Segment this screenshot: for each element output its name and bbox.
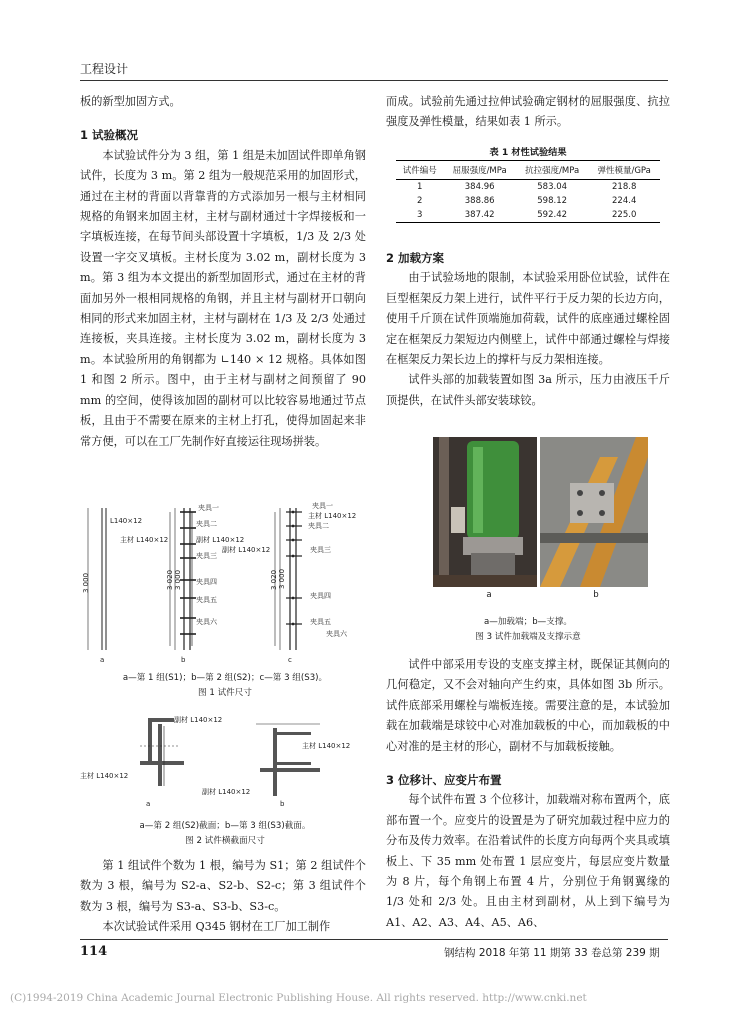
fig2b-sub: b xyxy=(280,800,285,808)
figure-2-caption: 图 2 试件横截面尺寸 xyxy=(185,836,265,846)
fig1b-main-member: 主材 L140×12 xyxy=(120,536,169,544)
fig1c-clamp-2: 夹具二 xyxy=(308,522,329,530)
right-col-top xyxy=(386,92,670,133)
figure-3b-label: b xyxy=(593,590,599,600)
paragraph-test-overview: 本试验试件分为 3 组，第 1 组是未加固试件即单角钢试件，长度为 3 m。第 2 组为一般规范采用的加固形式，通过在主材的背面以背靠背的方式添加另一根与主材相同规格的角钢来加固主材，主材与副材通过十字焊接板和一字填板连接，在每节间头部设置十字填板，1/3 及 2/3 处设置一字交叉填板。主材长度为 3.02 m，副材长度为 3 m。第 3 组为本文提出的新型加固形式，通过在主材的背面加另外一根相同规格的角钢，并且主材与副材开口朝向相同的形式来加固主材，主材与副材在 1/3 及 2/3 处通过连接板，夹具连接。主材长度为 3.02 m，副材长度为 3 m。本试验所用的角钢都为 ∟140 × 12 规格。具体如图 1 和图 2 所示。图中，由于主材与副材之间预留了 90 mm 的空间，使得该加固的副材可以比较容易地通过节点板，且由于不需要在原来的主材上打孔，使得加固起来非常方便，可以在工厂先制作好直接运往现场拼装。 xyxy=(80,148,366,448)
paragraph-mid-support: 试件中部采用专设的支座支撑主材，既保证其侧向的几何稳定，又不会对轴向产生约束，具体如图 3b 所示。试件底部采用螺栓与端板连接。需要注意的是，本试验加载在加载端是球铰中心对准加载板的中心，而加载板的中心对准的是主材的形心，副材不与加载板接触。 xyxy=(386,658,670,753)
fig1a-sub: a xyxy=(100,656,105,664)
left-col-top xyxy=(80,92,366,452)
table-1 xyxy=(396,160,660,223)
copyright-watermark: (C)1994-2019 China Academic Journal Electronic Publishing House. All rights reserved. http://www.cnki.net xyxy=(10,992,587,1004)
figure-1-subcaption: a—第 1 组(S1)；b—第 2 组(S2)；c—第 3 组(S3)。 xyxy=(122,673,328,683)
paragraph-loading-device: 试件头部的加载装置如图 3a 所示，压力由液压千斤顶提供，在试件头部安装球铰。 xyxy=(386,373,670,407)
fig1b-dim-3000: 3 000 xyxy=(174,569,182,590)
page-number: 114 xyxy=(80,944,108,959)
figure-3-caption: 图 3 试件加载端及支撑示意 xyxy=(475,632,581,642)
figure-2-drawing xyxy=(80,706,370,814)
fig2a-sub: a xyxy=(146,800,151,808)
table-row xyxy=(396,208,660,223)
fig1b-aux-member: 副材 L140×12 xyxy=(196,536,245,544)
fig1c-sub: c xyxy=(288,656,292,664)
table-header-cell: 试件编号 xyxy=(396,161,443,180)
table-cell: 592.42 xyxy=(516,208,589,223)
paragraph-material-tail: 而成。试验前先通过拉伸试验确定钢材的屈服强度、抗拉强度及弹性模量，结果如表 1 所示。 xyxy=(386,95,670,129)
fig1c-main-member: 主材 L140×12 xyxy=(308,512,357,520)
paragraph-specimen-count: 第 1 组试件个数为 1 根，编号为 S1；第 2 组试件个数为 3 根，编号为 S2-a、S2-b、S2-c；第 3 组试件个数为 3 根，编号为 S3-a、S3-b、S3-c。 xyxy=(80,859,366,913)
figure-1-drawing xyxy=(80,500,370,668)
figure-3a-photo xyxy=(433,437,537,587)
table-header-cell: 弹性模量/GPa xyxy=(588,161,660,180)
fig1c-clamp-6: 夹具六 xyxy=(326,630,347,638)
fig1b-clamp-1: 夹具一 xyxy=(198,504,219,512)
fig1b-dim-3020: 3 020 xyxy=(166,569,174,590)
table-cell: 2 xyxy=(416,196,423,206)
figure-3a-label: a xyxy=(486,590,492,600)
left-col-bottom xyxy=(80,856,366,938)
paragraph-gauges: 每个试件布置 3 个位移计，加载端对称布置两个，底部布置一个。应变片的设置是为了研究加载过程中应力的分布及传力效率。在沿着试件的长度方向每两个夹具或填板上、下 35 mm 处布置 1 层应变片，每层应变片数量为 8 片，每个角钢上布置 4 片，分别位于角钢翼缘的 1/3 处和 2/3 处。且由主材到副材，从上到下编号为 A1、A2、A3、A4、A5、A6、 xyxy=(386,793,670,929)
right-col-bottom xyxy=(386,655,670,933)
fig1a-dim: 3 000 xyxy=(82,572,90,593)
fig2a-aux-member: 副材 L140×12 xyxy=(174,716,223,724)
fig1c-clamp-3: 夹具三 xyxy=(310,546,331,554)
running-header: 工程设计 xyxy=(80,62,129,76)
figure-3b-photo xyxy=(540,437,648,587)
fig1b-clamp-2: 夹具二 xyxy=(196,520,217,528)
fig1c-dim-3000: 3 000 xyxy=(278,568,286,589)
section-3-heading: 3 位移计、应变片布置 xyxy=(386,773,502,788)
paragraph-loading-scheme: 由于试验场地的限制，本试验采用卧位试验，试件在巨型框架反力架上进行，试件平行于反力架的长边方向，使用千斤顶在试件顶端施加荷载，试件的底座通过螺栓固定在框架反力架短边内侧壁上，试件中部通过螺栓与焊接在框架反力架长边上的撑杆与反力架相连接。 xyxy=(386,271,670,367)
table-cell: 583.04 xyxy=(537,182,568,192)
table-row xyxy=(396,194,660,208)
fig1c-clamp-5: 夹具五 xyxy=(310,618,331,626)
figure-2-subcaption: a—第 2 组(S2)截面；b—第 3 组(S3)截面。 xyxy=(139,821,311,831)
table-row xyxy=(396,180,660,195)
table-header-cell: 抗拉强度/MPa xyxy=(516,161,589,180)
fig1c-aux-member: 副材 L140×12 xyxy=(222,546,271,554)
table-1-caption: 表 1 材性试验结果 xyxy=(489,147,567,158)
fig2a-main-member: 主材 L140×12 xyxy=(80,772,129,780)
fig1b-clamp-6: 夹具六 xyxy=(196,618,217,626)
journal-info: 钢结构 2018 年第 11 期第 33 卷总第 239 期 xyxy=(444,947,660,959)
fig1b-clamp-3: 夹具三 xyxy=(196,552,217,560)
figure-3-subcaption: a—加载端；b—支撑。 xyxy=(483,617,573,627)
footer-rule xyxy=(80,939,668,940)
fig2b-aux-member: 副材 L140×12 xyxy=(202,788,251,796)
section-1-heading: 1 试验概况 xyxy=(80,128,139,143)
fig1b-sub: b xyxy=(181,656,186,664)
table-cell: 225.0 xyxy=(588,208,660,223)
fig1c-clamp-1: 夹具一 xyxy=(312,502,333,510)
fig1c-clamp-4: 夹具四 xyxy=(310,592,331,600)
table-header-cell: 屈服强度/MPa xyxy=(443,161,516,180)
table-cell: 1 xyxy=(416,182,423,192)
table-cell: 388.86 xyxy=(464,196,495,206)
figure-1-caption: 图 1 试件尺寸 xyxy=(198,688,252,698)
section-2-heading: 2 加载方案 xyxy=(386,251,445,265)
right-col-mid xyxy=(386,248,670,411)
table-cell: 3 xyxy=(396,208,443,223)
header-rule xyxy=(80,80,668,81)
table-cell: 224.4 xyxy=(612,196,637,206)
table-cell: 384.96 xyxy=(464,182,495,192)
fig1c-dim-3020: 3 020 xyxy=(270,569,278,590)
fig1b-clamp-5: 夹具五 xyxy=(196,596,217,604)
fig2b-main-member: 主材 L140×12 xyxy=(302,742,351,750)
table-cell: 598.12 xyxy=(537,196,568,206)
paragraph-material: 本次试验试件采用 Q345 钢材在工厂加工制作 xyxy=(102,920,331,934)
paragraph-intro-tail: 板的新型加固方式。 xyxy=(80,95,181,108)
table-cell: 387.42 xyxy=(443,208,516,223)
fig1b-clamp-4: 夹具四 xyxy=(196,578,217,586)
fig1a-label-section: L140×12 xyxy=(110,517,143,525)
table-cell: 218.8 xyxy=(612,182,637,192)
